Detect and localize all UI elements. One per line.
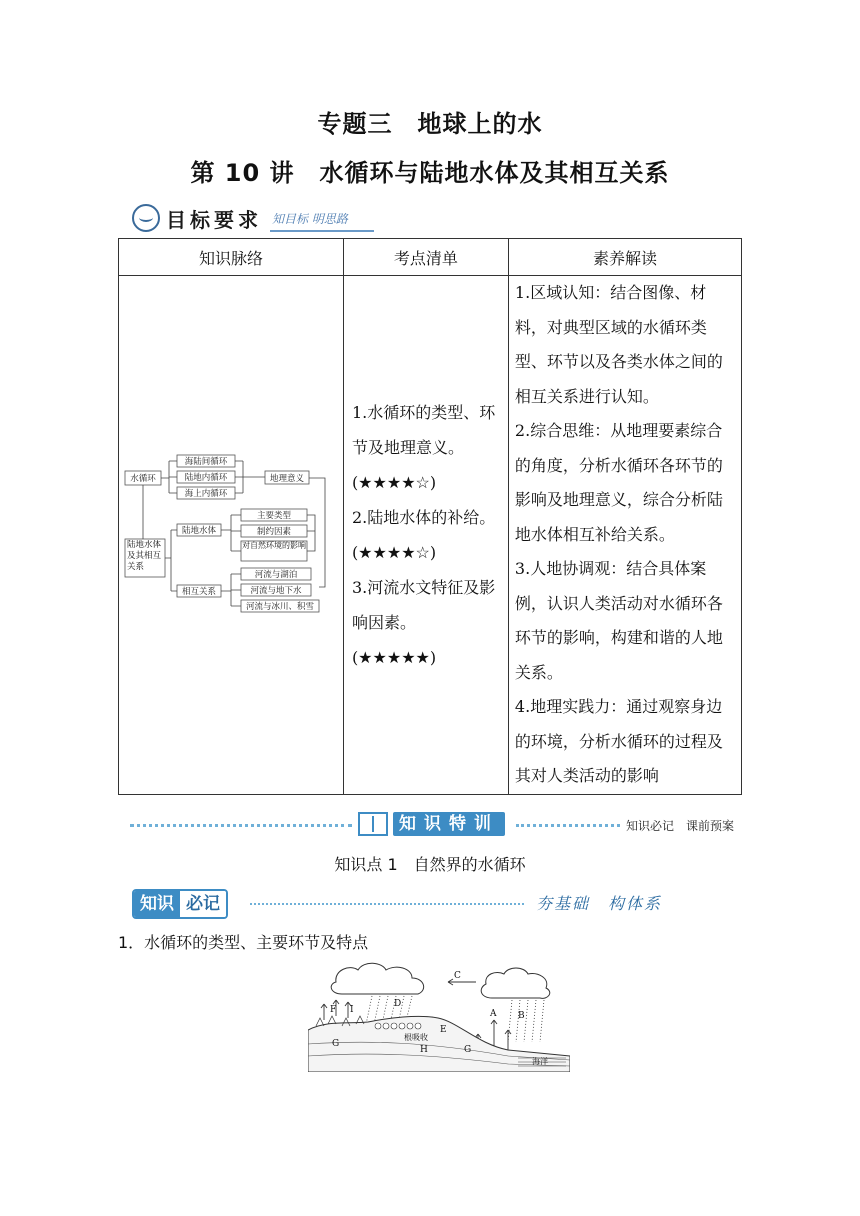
item-main-types: 主要类型 (256, 511, 292, 522)
header-knowledge-map: 知识脉络 (119, 239, 344, 276)
checklist-item-1: 1.水循环的类型、环节及地理意义。 (351, 402, 496, 457)
goal-subtitle: 知目标 明思路 (272, 211, 348, 226)
header-literacy: 素养解读 (508, 239, 741, 276)
goal-title: 目标要求 (166, 207, 262, 232)
label-f: F (330, 1005, 337, 1015)
relation-river-glacier: 河流与冰川、积雪 (245, 602, 315, 613)
label-sea: 海洋 (532, 1057, 548, 1066)
goals-table (118, 238, 742, 795)
knowledge-mindmap (119, 283, 341, 786)
knowledge-training-label (358, 812, 508, 836)
must-remember-right: 必记 (180, 891, 226, 917)
literacy-item-1: 1.区域认知：结合图像、材料，对典型区域的水循环类型、环节以及各类水体之间的相互关系进行认知。 (514, 283, 723, 406)
header-checklist: 考点清单 (343, 239, 508, 276)
goal-banner (132, 204, 348, 232)
node-land-water-body: 陆地水体 (181, 526, 217, 537)
label-g-left: G (332, 1039, 340, 1049)
knowledge-point-title: 知识点 1 自然界的水循环 (334, 855, 526, 874)
checklist-rating-2: (★★★★☆) (351, 542, 437, 562)
checklist-rating-1: (★★★★☆) (351, 472, 437, 492)
checklist-cell (343, 276, 508, 795)
literacy-cell (508, 276, 741, 795)
node-root-label: 水循环 (130, 474, 156, 485)
knowledge-training-bar (130, 810, 740, 840)
node-relation: 相互关系 (181, 587, 217, 598)
label-h: H (420, 1045, 428, 1055)
page-title-lecture: 第 10 讲 水循环与陆地水体及其相互关系 (190, 159, 670, 187)
land-surface (308, 1016, 570, 1072)
water-cycle-figure (308, 960, 570, 1072)
checklist-rating-3: (★★★★★) (351, 647, 437, 667)
dotted-line-right (516, 824, 620, 827)
type-land-internal: 陆地内循环 (184, 473, 228, 484)
checklist-item-2: 2.陆地水体的补给。 (351, 507, 496, 527)
node-land-water: 陆地水体及其相互关系 (127, 540, 162, 573)
label-b: B (518, 1011, 525, 1021)
page-title-topic: 专题三 地球上的水 (317, 110, 543, 138)
label-c: C (454, 971, 461, 981)
cloud-left (331, 963, 423, 994)
literacy-item-2: 2.综合思维：从地理要素综合的角度，分析水循环各环节的影响及地理意义，综合分析陆地水体相互补给关系。 (514, 421, 723, 544)
must-remember-left: 知识 (134, 891, 180, 917)
checklist-item-3: 3.河流水文特征及影响因素。 (351, 577, 496, 632)
literacy-item-3: 3.人地协调观：结合具体案例，认识人类活动对水循环各环节的影响，构建和谐的人地关系。 (514, 559, 723, 682)
item-environment-impact: 对自然环境的影响 (242, 541, 306, 551)
must-remember-label (132, 889, 228, 919)
label-root-absorb: 根吸收 (404, 1033, 428, 1042)
relation-river-lake: 河流与湖泊 (254, 570, 298, 581)
relation-river-groundwater: 河流与地下水 (250, 586, 302, 597)
section-heading-1: 1．水循环的类型、主要环节及特点 (118, 933, 369, 952)
mindmap-cell (119, 276, 344, 795)
label-d: D (394, 999, 402, 1009)
item-constraints: 制约因素 (256, 527, 292, 538)
target-icon (132, 204, 160, 232)
literacy-item-4: 4.地理实践力：通过观察身边的环境，分析水循环的过程及其对人类活动的影响 (514, 697, 723, 785)
label-a: A (490, 1009, 497, 1019)
cloud-right (481, 968, 550, 998)
label-e: E (440, 1025, 447, 1035)
dotted-line-box (250, 903, 524, 905)
dotted-line-left (130, 824, 352, 827)
book-icon (358, 812, 388, 836)
goal-underline (270, 230, 374, 232)
must-remember-tail: 夯基础 构体系 (536, 894, 663, 913)
knowledge-bar-tail: 知识必记 课前预案 (626, 819, 735, 833)
label-g-right: G (464, 1045, 472, 1055)
type-sea-internal: 海上内循环 (184, 489, 228, 500)
node-significance: 地理意义 (269, 474, 305, 485)
knowledge-training-text: 知识特训 (393, 812, 505, 836)
label-i: I (350, 1005, 354, 1015)
type-sea-land: 海陆间循环 (184, 457, 228, 468)
